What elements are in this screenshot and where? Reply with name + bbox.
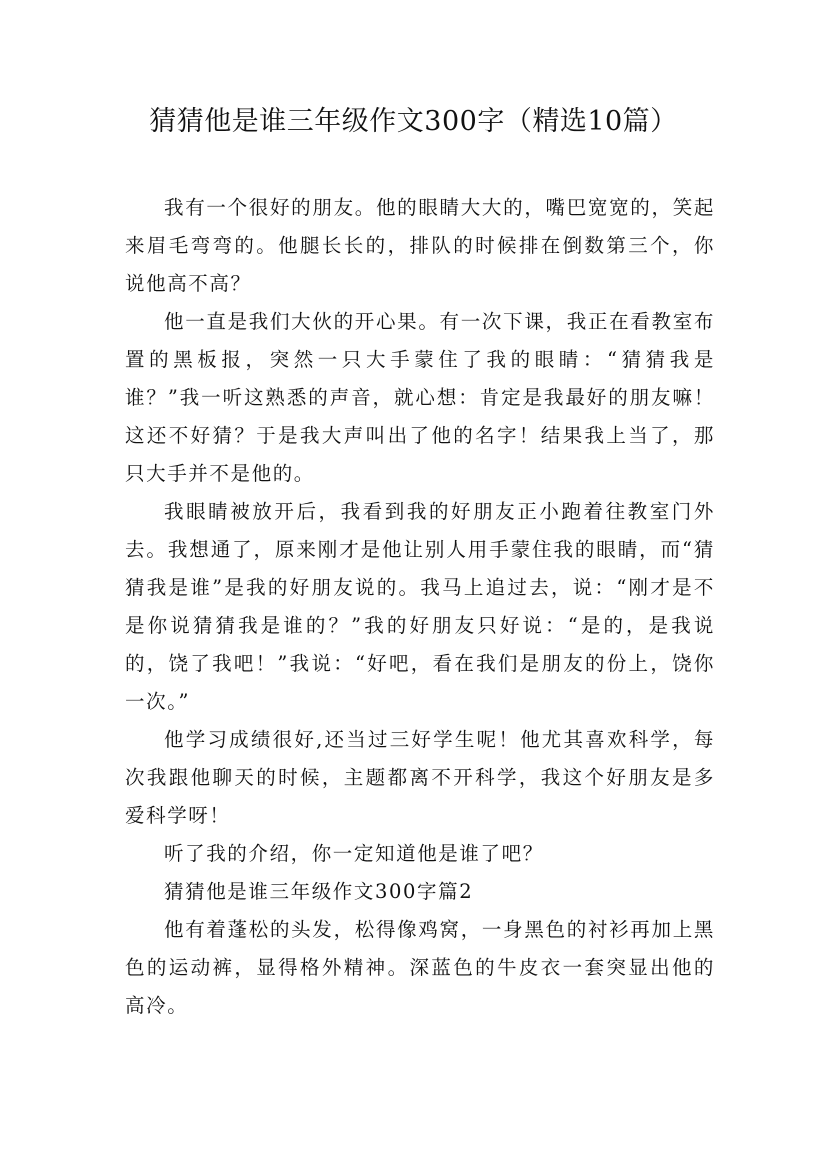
paragraph-4: 他学习成绩很好,还当过三好学生呢！他尤其喜欢科学，每次我跟他聊天的时候，主题都离不开科学，我这个好朋友是多爱科学呀！ <box>125 728 715 827</box>
paragraph-2: 他一直是我们大伙的开心果。有一次下课，我正在看教室布置的黑板报，突然一只大手蒙住了我的眼睛：“猜猜我是谁？”我一听这熟悉的声音，就心想：肯定是我最好的朋友嘛！这还不好猜？于是我大声叫出了他的名字！结果我上当了，那只大手并不是他的。 <box>125 310 715 485</box>
section-heading-2: 猜猜他是谁三年级作文300字篇2 <box>164 880 474 903</box>
document-body <box>125 189 715 1025</box>
paragraph-6: 他有着蓬松的头发，松得像鸡窝，一身黑色的衬衫再加上黑色的运动裤，显得格外精神。深蓝色的牛皮衣一套突显出他的高冷。 <box>125 918 715 1017</box>
paragraph-5: 听了我的介绍，你一定知道他是谁了吧？ <box>164 842 544 865</box>
paragraph-1: 我有一个很好的朋友。他的眼睛大大的，嘴巴宽宽的，笑起来眉毛弯弯的。他腿长长的，排队的时候排在倒数第三个，你说他高不高？ <box>125 196 715 295</box>
document-title: 猜猜他是谁三年级作文300字（精选10篇） <box>149 106 678 137</box>
paragraph-3: 我眼睛被放开后，我看到我的好朋友正小跑着往教室门外去。我想通了，原来刚才是他让别人用手蒙住我的眼睛，而“猜猜我是谁”是我的好朋友说的。我马上追过去，说：“刚才是不是你说猜猜我是谁的？”我的好朋友只好说：“是的，是我说的，饶了我吧！”我说：“好吧，看在我们是朋友的份上，饶你一次。” <box>125 500 715 713</box>
